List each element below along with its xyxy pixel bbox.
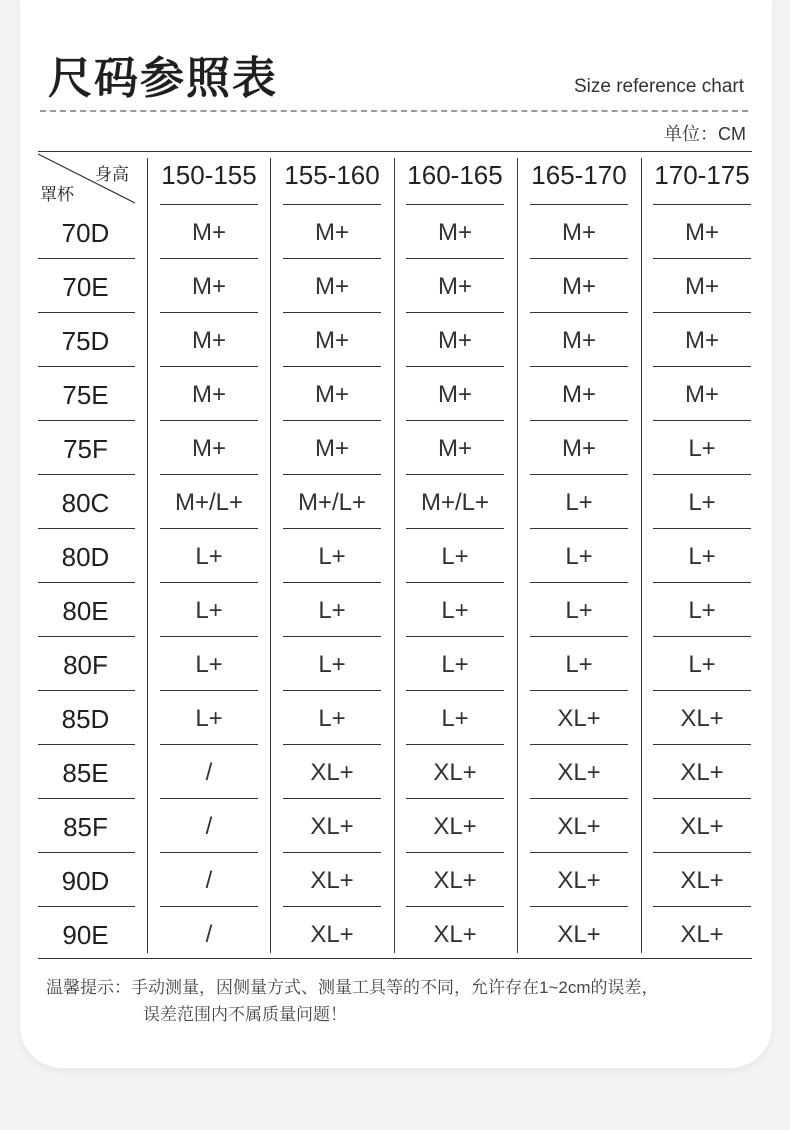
- row-label-divider: [38, 744, 135, 745]
- cell-divider: [160, 366, 258, 367]
- size-cell: XL+: [310, 813, 354, 840]
- cell-divider: [160, 636, 258, 637]
- table-top-rule: [38, 151, 752, 152]
- corner-header-cell: [38, 152, 136, 204]
- size-cell: L+: [318, 543, 346, 570]
- column-divider: [641, 158, 642, 953]
- tip-text-line1: 手动测量，因侧量方式、测量工具等的不同，允许存在1~2cm的误差，: [131, 978, 659, 997]
- row-label-cup: 85D: [61, 704, 110, 734]
- row-label-cup: 70D: [61, 218, 110, 248]
- size-cell: M+: [684, 273, 719, 300]
- size-cell: L+: [318, 597, 346, 624]
- cell-divider: [406, 636, 504, 637]
- row-label-cup: 75F: [63, 434, 108, 464]
- size-cell: XL+: [433, 921, 477, 948]
- corner-cup-label: 罩杯: [40, 185, 74, 204]
- row-label-cup: 80F: [63, 650, 108, 680]
- cell-divider: [653, 258, 751, 259]
- size-cell: M+/L+: [174, 489, 244, 516]
- cell-divider: [406, 852, 504, 853]
- cell-divider: [530, 420, 628, 421]
- size-cell: XL+: [557, 705, 601, 732]
- size-cell: M+: [437, 381, 472, 408]
- size-cell: L+: [565, 597, 593, 624]
- cell-divider: [160, 906, 258, 907]
- size-cell: L+: [195, 651, 223, 678]
- size-cell: M+: [314, 273, 349, 300]
- column-divider: [147, 158, 148, 953]
- cell-divider: [406, 312, 504, 313]
- cell-divider: [160, 798, 258, 799]
- size-cell: L+: [688, 435, 716, 462]
- size-cell: L+: [195, 705, 223, 732]
- size-cell: XL+: [680, 867, 724, 894]
- size-cell: M+: [191, 219, 226, 246]
- size-cell: M+: [561, 273, 596, 300]
- size-cell: M+: [191, 273, 226, 300]
- cell-divider: [283, 636, 381, 637]
- cell-divider: [406, 690, 504, 691]
- page-subtitle: Size reference chart: [573, 76, 744, 97]
- row-label-divider: [38, 906, 135, 907]
- row-label-divider: [38, 258, 135, 259]
- size-cell: M+: [314, 381, 349, 408]
- cell-divider: [653, 528, 751, 529]
- size-cell: XL+: [433, 813, 477, 840]
- size-cell: M+: [437, 273, 472, 300]
- size-cell: XL+: [433, 867, 477, 894]
- size-cell: /: [205, 921, 213, 948]
- cell-divider: [653, 312, 751, 313]
- size-cell: L+: [565, 543, 593, 570]
- size-cell: M+: [561, 435, 596, 462]
- size-cell: XL+: [433, 759, 477, 786]
- column-header: 170-175: [654, 160, 750, 190]
- size-cell: M+/L+: [297, 489, 367, 516]
- cell-divider: [653, 852, 751, 853]
- dashed-divider: [40, 110, 748, 112]
- column-header: 150-155: [161, 160, 257, 190]
- size-cell: M+: [437, 219, 472, 246]
- row-label-divider: [38, 528, 135, 529]
- cell-divider: [160, 312, 258, 313]
- row-label-divider: [38, 312, 135, 313]
- header-underline: [406, 204, 504, 205]
- column-header: 155-160: [284, 160, 380, 190]
- row-label-divider: [38, 420, 135, 421]
- size-cell: M+: [437, 327, 472, 354]
- size-cell: XL+: [310, 921, 354, 948]
- column-divider: [517, 158, 518, 953]
- cell-divider: [160, 690, 258, 691]
- size-cell: M+: [561, 327, 596, 354]
- row-label-cup: 70E: [62, 272, 109, 302]
- size-cell: XL+: [557, 759, 601, 786]
- size-cell: M+/L+: [420, 489, 490, 516]
- size-cell: L+: [441, 651, 469, 678]
- size-cell: M+: [314, 219, 349, 246]
- cell-divider: [653, 420, 751, 421]
- cell-divider: [530, 474, 628, 475]
- row-label-cup: 80C: [61, 488, 110, 518]
- size-cell: M+: [191, 435, 226, 462]
- row-label-cup: 80D: [61, 542, 110, 572]
- size-cell: XL+: [680, 813, 724, 840]
- column-divider: [394, 158, 395, 953]
- cell-divider: [283, 582, 381, 583]
- row-label-divider: [38, 582, 135, 583]
- cell-divider: [406, 582, 504, 583]
- size-cell: L+: [688, 489, 716, 516]
- column-header: 165-170: [531, 160, 627, 190]
- size-cell: L+: [565, 651, 593, 678]
- cell-divider: [160, 474, 258, 475]
- size-cell: XL+: [680, 759, 724, 786]
- cell-divider: [160, 852, 258, 853]
- cell-divider: [653, 744, 751, 745]
- row-label-divider: [38, 366, 135, 367]
- cell-divider: [530, 852, 628, 853]
- cell-divider: [283, 798, 381, 799]
- size-cell: L+: [688, 651, 716, 678]
- size-cell: L+: [441, 705, 469, 732]
- cell-divider: [406, 420, 504, 421]
- tip-label: 温馨提示：: [46, 978, 131, 997]
- size-cell: L+: [195, 543, 223, 570]
- row-label-cup: 85E: [62, 758, 109, 788]
- size-cell: M+: [561, 381, 596, 408]
- size-cell: M+: [561, 219, 596, 246]
- size-cell: L+: [441, 597, 469, 624]
- cell-divider: [530, 906, 628, 907]
- size-cell: M+: [684, 381, 719, 408]
- row-label-divider: [38, 474, 135, 475]
- cell-divider: [160, 582, 258, 583]
- cell-divider: [406, 528, 504, 529]
- cell-divider: [160, 528, 258, 529]
- corner-height-label: 身高: [95, 165, 129, 184]
- row-label-cup: 85F: [63, 812, 108, 842]
- size-cell: L+: [688, 543, 716, 570]
- cell-divider: [160, 744, 258, 745]
- cell-divider: [530, 528, 628, 529]
- size-cell: /: [205, 867, 213, 894]
- cell-divider: [406, 474, 504, 475]
- size-cell: M+: [314, 435, 349, 462]
- cell-divider: [530, 636, 628, 637]
- cell-divider: [283, 312, 381, 313]
- cell-divider: [530, 798, 628, 799]
- cell-divider: [653, 474, 751, 475]
- row-label-cup: 90D: [61, 866, 110, 896]
- cell-divider: [653, 798, 751, 799]
- header-underline: [653, 204, 751, 205]
- cell-divider: [653, 366, 751, 367]
- cell-divider: [530, 258, 628, 259]
- cell-divider: [530, 744, 628, 745]
- size-cell: L+: [441, 543, 469, 570]
- size-cell: XL+: [557, 867, 601, 894]
- cell-divider: [160, 420, 258, 421]
- size-cell: L+: [195, 597, 223, 624]
- size-cell: XL+: [557, 921, 601, 948]
- cell-divider: [653, 582, 751, 583]
- size-cell: M+: [191, 327, 226, 354]
- size-cell: /: [205, 759, 213, 786]
- size-cell: L+: [318, 651, 346, 678]
- cell-divider: [283, 420, 381, 421]
- row-label-cup: 75E: [62, 380, 109, 410]
- size-cell: M+: [684, 327, 719, 354]
- size-cell: /: [205, 813, 213, 840]
- cell-divider: [283, 906, 381, 907]
- row-label-divider: [38, 798, 135, 799]
- header-underline: [283, 204, 381, 205]
- cell-divider: [160, 258, 258, 259]
- cell-divider: [406, 798, 504, 799]
- cell-divider: [283, 258, 381, 259]
- size-cell: XL+: [680, 921, 724, 948]
- size-cell: L+: [565, 489, 593, 516]
- cell-divider: [283, 366, 381, 367]
- cell-divider: [406, 258, 504, 259]
- table-bottom-rule: [38, 958, 752, 959]
- row-label-cup: 80E: [62, 596, 109, 626]
- cell-divider: [530, 366, 628, 367]
- cell-divider: [283, 474, 381, 475]
- cell-divider: [653, 906, 751, 907]
- cell-divider: [530, 312, 628, 313]
- cell-divider: [653, 690, 751, 691]
- cell-divider: [283, 690, 381, 691]
- cell-divider: [283, 852, 381, 853]
- size-cell: M+: [191, 381, 226, 408]
- column-divider: [270, 158, 271, 953]
- header-underline: [530, 204, 628, 205]
- row-label-cup: 90E: [62, 920, 109, 950]
- size-cell: XL+: [680, 705, 724, 732]
- row-label-divider: [38, 852, 135, 853]
- size-cell: L+: [688, 597, 716, 624]
- column-header: 160-165: [407, 160, 503, 190]
- cell-divider: [406, 366, 504, 367]
- size-cell: XL+: [310, 867, 354, 894]
- cell-divider: [530, 690, 628, 691]
- size-cell: XL+: [557, 813, 601, 840]
- size-cell: XL+: [310, 759, 354, 786]
- cell-divider: [283, 744, 381, 745]
- size-cell: M+: [314, 327, 349, 354]
- row-label-divider: [38, 690, 135, 691]
- cell-divider: [530, 582, 628, 583]
- cell-divider: [283, 528, 381, 529]
- header-underline: [160, 204, 258, 205]
- cell-divider: [406, 744, 504, 745]
- tip-note: [46, 976, 756, 1000]
- size-cell: M+: [684, 219, 719, 246]
- page-title: 尺码参照表: [48, 53, 278, 104]
- row-label-divider: [38, 636, 135, 637]
- cell-divider: [406, 906, 504, 907]
- row-label-cup: 75D: [61, 326, 110, 356]
- tip-text-line2: 误差范围内不属质量问题！: [143, 1005, 347, 1024]
- unit-label: 单位：CM: [664, 124, 746, 144]
- size-cell: L+: [318, 705, 346, 732]
- size-cell: M+: [437, 435, 472, 462]
- cell-divider: [653, 636, 751, 637]
